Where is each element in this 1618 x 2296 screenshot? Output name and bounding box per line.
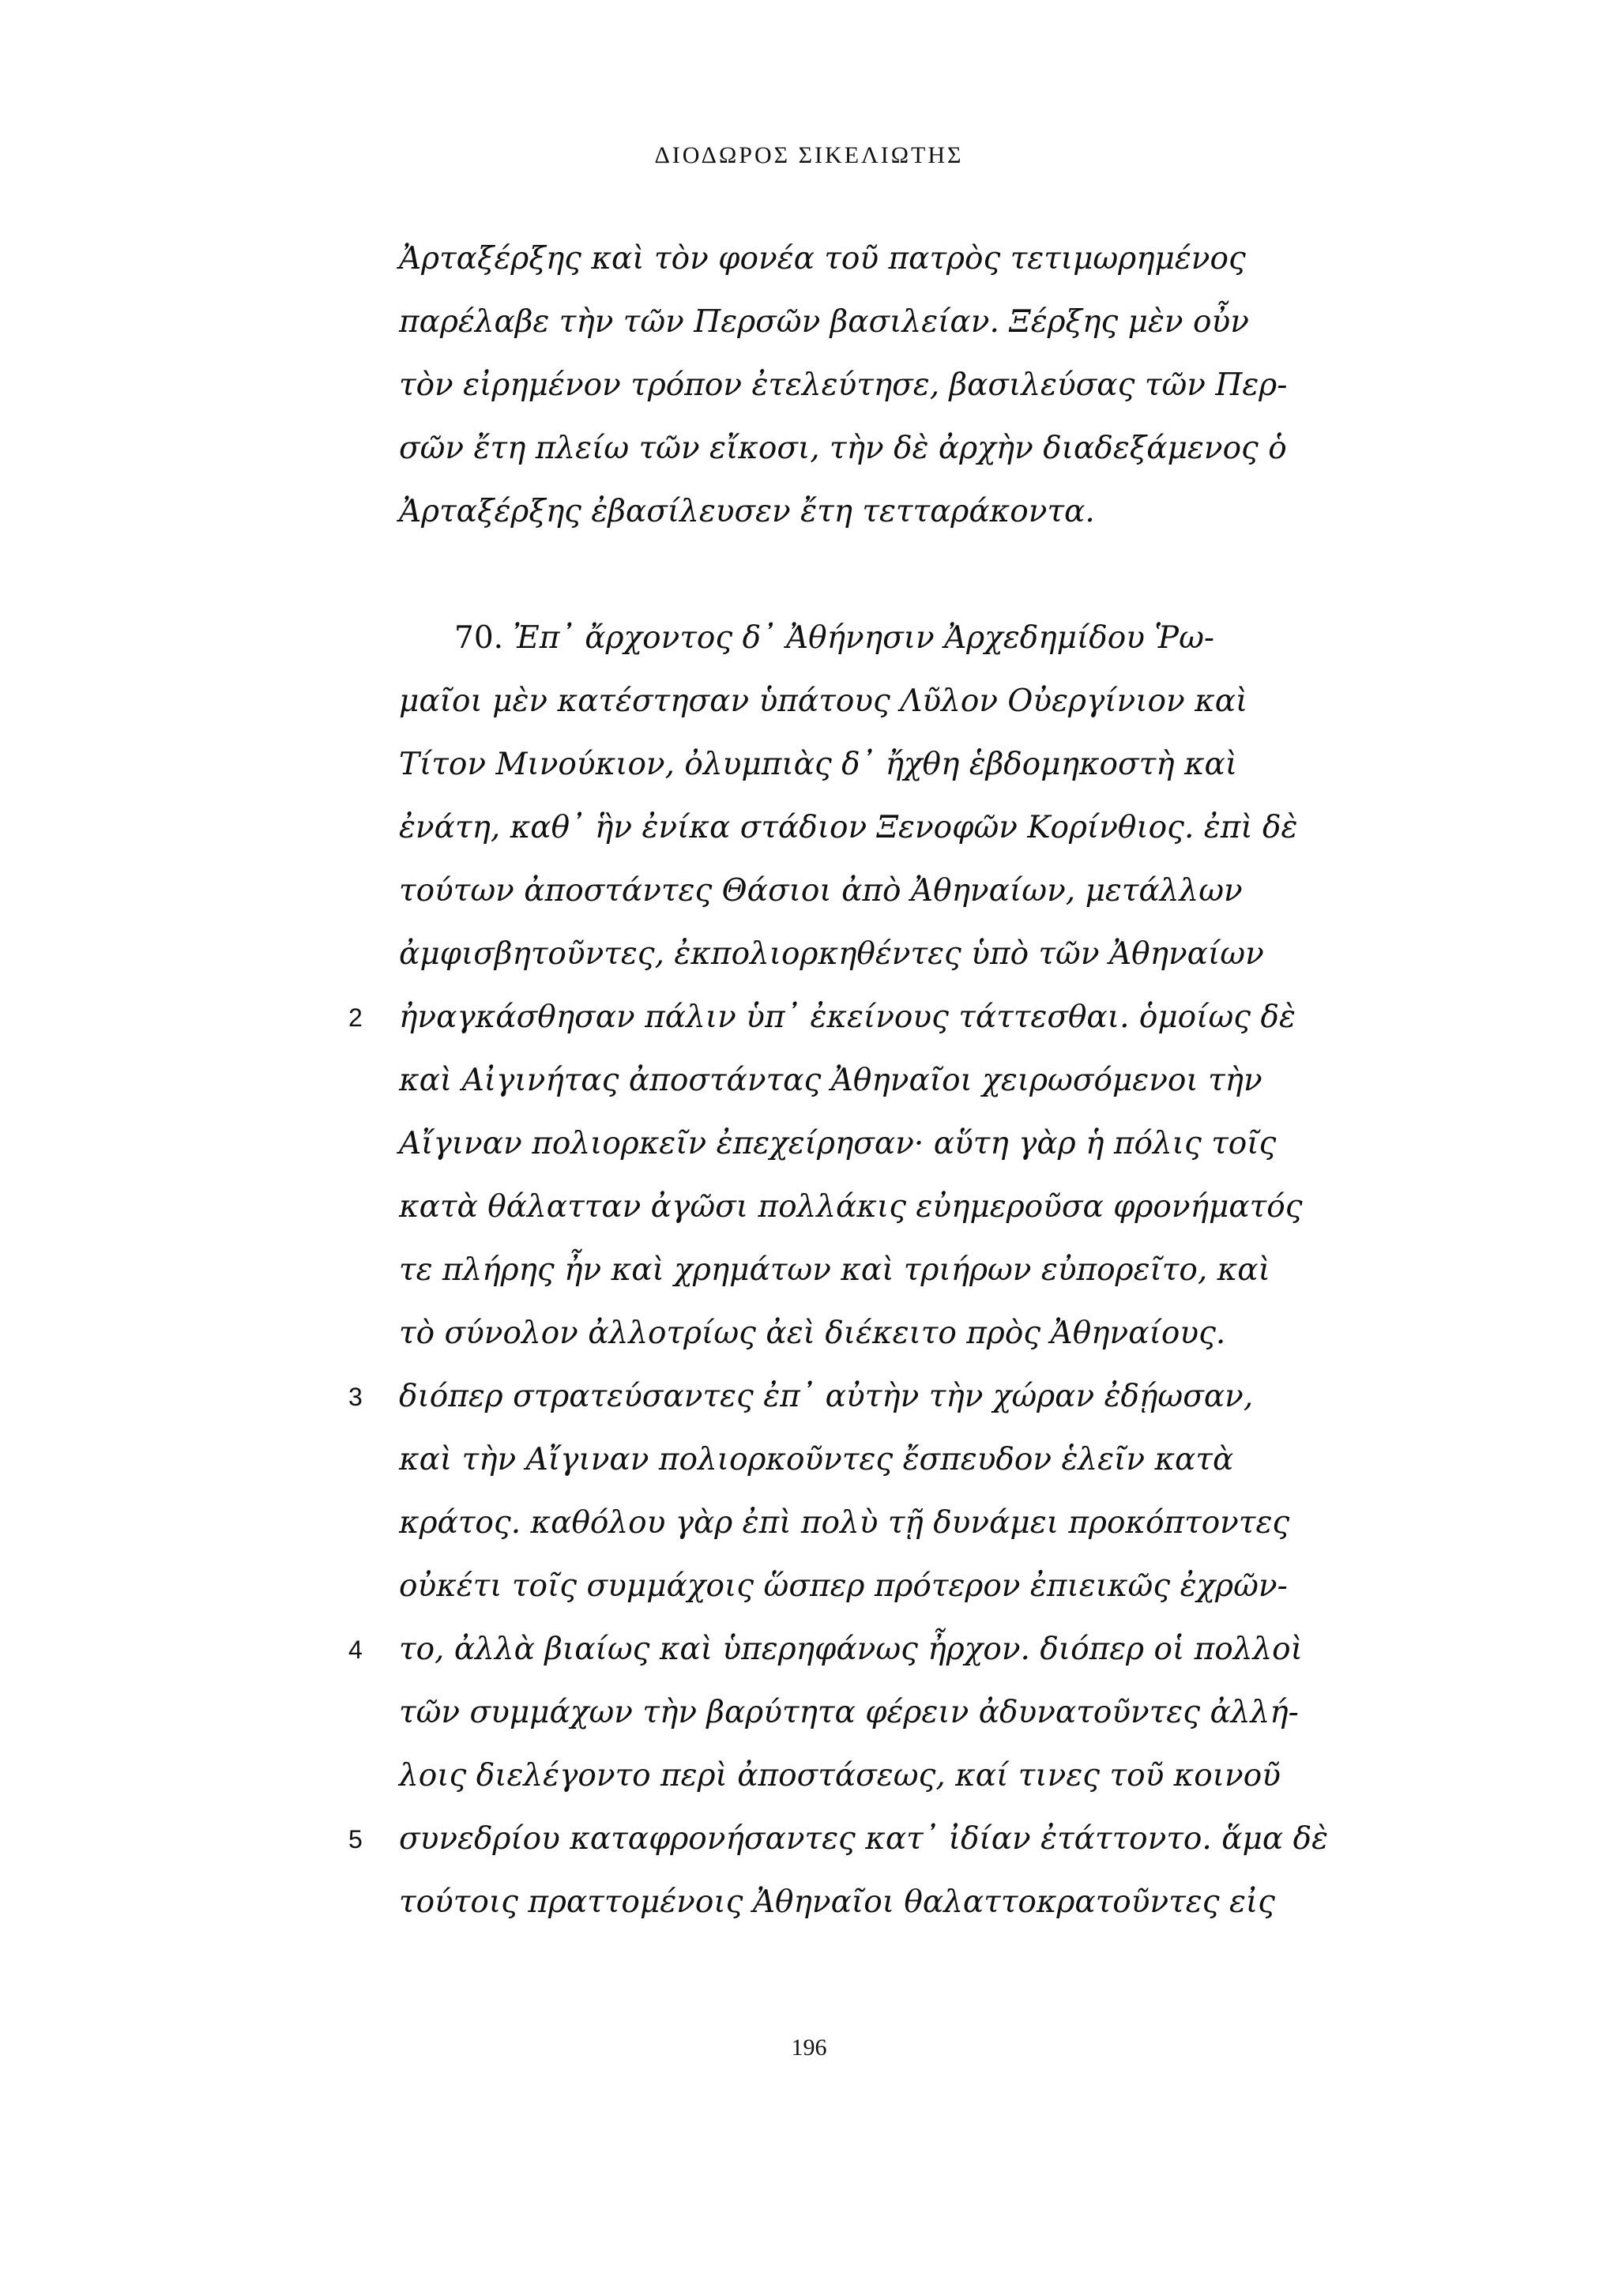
text-line	[348, 1808, 1329, 1871]
text-line	[399, 923, 1308, 986]
text-line	[348, 986, 1308, 1049]
text-line: Ἀρταξέρξης καὶ τὸν φονέα τοῦ πατρὸς τετιμωρημένος	[399, 241, 1246, 277]
line-text: οὐκέτι τοῖς συμμάχοις ὥσπερ πρότερον ἐπιεικῶς ἐχρῶν-	[399, 1568, 1288, 1604]
line-text: ἐνάτη, καθ᾽ ἣν ἐνίκα στάδιον Ξενοφῶν Κορίνθιος. ἐπὶ δὲ	[399, 810, 1298, 845]
line-text: συνεδρίου καταφρονήσαντες κατ᾽ ἰδίαν ἐτάττοντο. ἅμα δὲ	[399, 1821, 1329, 1857]
line-text: ἀμφισβητοῦντες, ἐκπολιορκηθέντες ὑπὸ τῶν Ἀθηναίων	[399, 936, 1264, 972]
line-text: τὸ σύνολον ἀλλοτρίως ἀεὶ διέκειτο πρὸς Ἀθηναίους.	[399, 1315, 1226, 1351]
chapter-number: 70.	[454, 620, 504, 656]
line-text: τῶν συμμάχων τὴν βαρύτητα φέρειν ἀδυνατοῦντες ἀλλή-	[399, 1695, 1299, 1730]
text-line: σῶν ἔτη πλείω τῶν εἴκοσι, τὴν δὲ ἀρχὴν διαδεξάμενος ὁ	[399, 431, 1287, 466]
text-line	[399, 1239, 1308, 1302]
line-text: κατὰ θάλατταν ἀγῶσι πολλάκις εὐημεροῦσα φρονήματός	[399, 1189, 1303, 1225]
section-number: 3	[348, 1383, 363, 1411]
paragraph-1	[399, 228, 1308, 544]
text-line	[399, 796, 1308, 860]
line-text: κράτος. καθόλου γὰρ ἐπὶ πολὺ τῇ δυνάμει προκόπτοντες	[399, 1505, 1290, 1541]
text-line	[399, 1745, 1308, 1808]
text-line	[399, 1871, 1308, 1934]
text-line	[348, 1365, 1308, 1428]
line-text: το, ἀλλὰ βιαίως καὶ ὑπερηφάνως ἦρχον. διόπερ οἱ πολλοὶ	[399, 1632, 1303, 1667]
line-text: καὶ Αἰγινήτας ἀποστάντας Ἀθηναῖοι χειρωσόμενοι τὴν	[399, 1063, 1262, 1098]
text-line	[348, 1618, 1308, 1681]
chapter-70	[348, 607, 1329, 1934]
running-header: ΔΙΟΔΩΡΟΣ ΣΙΚΕΛΙΩΤΗΣ	[654, 142, 964, 168]
text-line	[399, 670, 1308, 733]
section-number: 5	[348, 1825, 363, 1854]
text-line: παρέλαβε τὴν τῶν Περσῶν βασιλείαν. Ξέρξης μὲν οὖν	[399, 304, 1249, 340]
text-line-rest: Ἐπ᾽ ἄρχοντος δ᾽ Ἀθήνησιν Ἀρχεδημίδου Ῥω-	[513, 620, 1215, 656]
line-text: τούτοις πραττομένοις Ἀθηναῖοι θαλαττοκρατοῦντες εἰς	[399, 1884, 1276, 1920]
text-line: Ἀρταξέρξης ἐβασίλευσεν ἔτη τετταράκοντα.	[399, 494, 1095, 529]
paragraph-2	[348, 670, 1329, 1934]
text-line: τὸν εἰρημένον τρόπον ἐτελεύτησε, βασιλεύσας τῶν Περ-	[399, 367, 1288, 403]
text-line	[399, 860, 1308, 923]
line-text: λοις διελέγοντο περὶ ἀποστάσεως, καί τινες τοῦ κοινοῦ	[399, 1758, 1281, 1794]
line-text: Αἴγιναν πολιορκεῖν ἐπεχείρησαν· αὕτη γὰρ ἡ πόλις τοῖς	[399, 1126, 1277, 1161]
text-line	[399, 1555, 1308, 1618]
chapter-first-line	[399, 607, 1308, 670]
line-text: καὶ τὴν Αἴγιναν πολιορκοῦντες ἔσπευδον ἑλεῖν κατὰ	[399, 1442, 1234, 1477]
text-line	[399, 1492, 1308, 1555]
line-text: μαῖοι μὲν κατέστησαν ὑπάτους Λῦλον Οὐεργίνιον καὶ	[399, 683, 1248, 719]
line-text: τε πλήρης ἦν καὶ χρημάτων καὶ τριήρων εὐπορεῖτο, καὶ	[399, 1252, 1270, 1288]
text-line	[399, 1112, 1308, 1176]
text-line	[399, 1176, 1308, 1239]
page-number: 196	[791, 2034, 827, 2061]
text-line	[399, 1049, 1308, 1112]
line-text: διόπερ στρατεύσαντες ἐπ᾽ αὐτὴν τὴν χώραν ἐδῄωσαν,	[399, 1379, 1254, 1414]
text-line	[399, 1302, 1308, 1365]
line-text: Τίτον Μινούκιον, ὀλυμπιὰς δ᾽ ἤχθη ἑβδομηκοστὴ καὶ	[399, 747, 1238, 782]
line-text: τούτων ἀποστάντες Θάσιοι ἀπὸ Ἀθηναίων, μετάλλων	[399, 873, 1243, 909]
text-line	[399, 733, 1308, 796]
text-line	[399, 1681, 1308, 1745]
section-number: 2	[348, 1003, 363, 1032]
line-text: ἠναγκάσθησαν πάλιν ὑπ᾽ ἐκείνους τάττεσθαι. ὁμοίως δὲ	[399, 999, 1296, 1035]
text-line	[399, 1428, 1308, 1492]
section-number: 4	[348, 1635, 363, 1664]
